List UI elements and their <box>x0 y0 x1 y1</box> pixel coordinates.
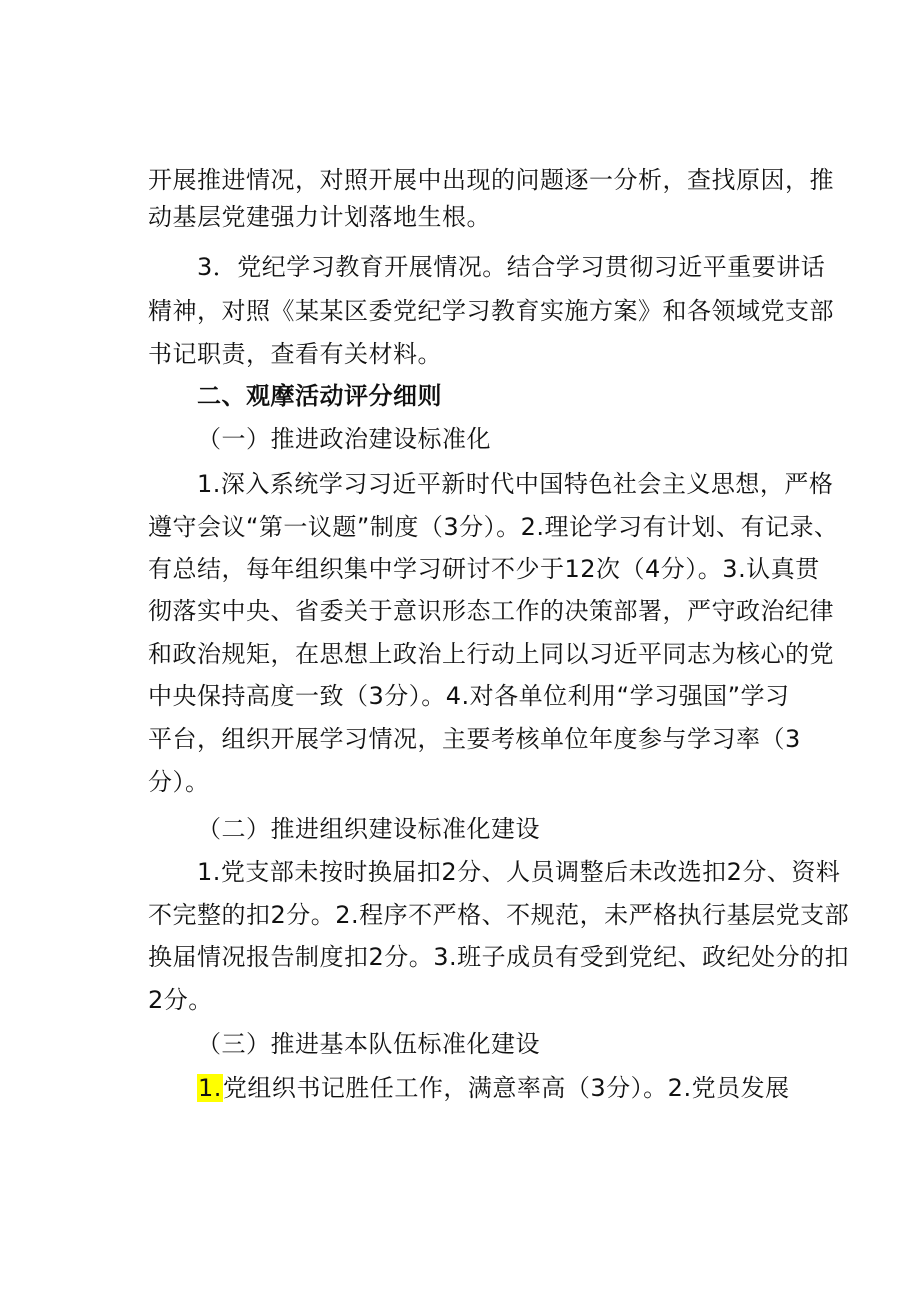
paragraph-line: 遵守会议“第一议题”制度（3分）。2.理论学习有计划、有记录、 <box>148 513 839 541</box>
paragraph-line: 1.深入系统学习习近平新时代中国特色社会主义思想，严格 <box>197 470 834 498</box>
paragraph-line: 动基层党建强力计划落地生根。 <box>148 203 491 231</box>
paragraph-line: 分）。 <box>148 768 210 796</box>
paragraph-line: 2分。 <box>148 986 213 1014</box>
paragraph-line: 书记职责，查看有关材料。 <box>148 340 442 368</box>
paragraph-line: 换届情况报告制度扣2分。3.班子成员有受到党纪、政纪处分的扣 <box>148 943 850 971</box>
paragraph-text: 党组织书记胜任工作，满意率高（3分）。2.党员发展 <box>222 1074 790 1102</box>
paragraph-line: 和政治规矩，在思想上政治上行动上同以习近平同志为核心的党 <box>148 640 834 668</box>
paragraph-line: 中央保持高度一致（3分）。4.对各单位利用“学习强国”学习 <box>148 682 790 710</box>
subsection-heading: （三）推进基本队伍标准化建设 <box>197 1030 540 1058</box>
highlighted-number: 1. <box>198 1074 222 1102</box>
subsection-heading: （二）推进组织建设标准化建设 <box>197 815 540 843</box>
paragraph-line: 3．党纪学习教育开展情况。结合学习贯彻习近平重要讲话 <box>197 253 826 281</box>
subsection-heading: （一）推进政治建设标准化 <box>197 425 491 453</box>
paragraph-line: 有总结，每年组织集中学习研讨不少于12次（4分）。3.认真贯 <box>148 555 820 583</box>
paragraph-line: 平台，组织开展学习情况，主要考核单位年度参与学习率（3 <box>148 725 801 753</box>
paragraph-line: 1.党支部未按时换届扣2分、人员调整后未改选扣2分、资料 <box>197 858 841 886</box>
paragraph-line: 彻落实中央、省委关于意识形态工作的决策部署，严守政治纪律 <box>148 597 834 625</box>
paragraph-line: 不完整的扣2分。2.程序不严格、不规范，未严格执行基层党支部 <box>148 901 850 929</box>
paragraph-line <box>197 1073 790 1103</box>
paragraph-line: 开展推进情况，对照开展中出现的问题逐一分析，查找原因，推 <box>148 166 834 194</box>
paragraph-line: 精神，对照《某某区委党纪学习教育实施方案》和各领域党支部 <box>148 297 834 325</box>
section-heading: 二、观摩活动评分细则 <box>197 382 442 410</box>
